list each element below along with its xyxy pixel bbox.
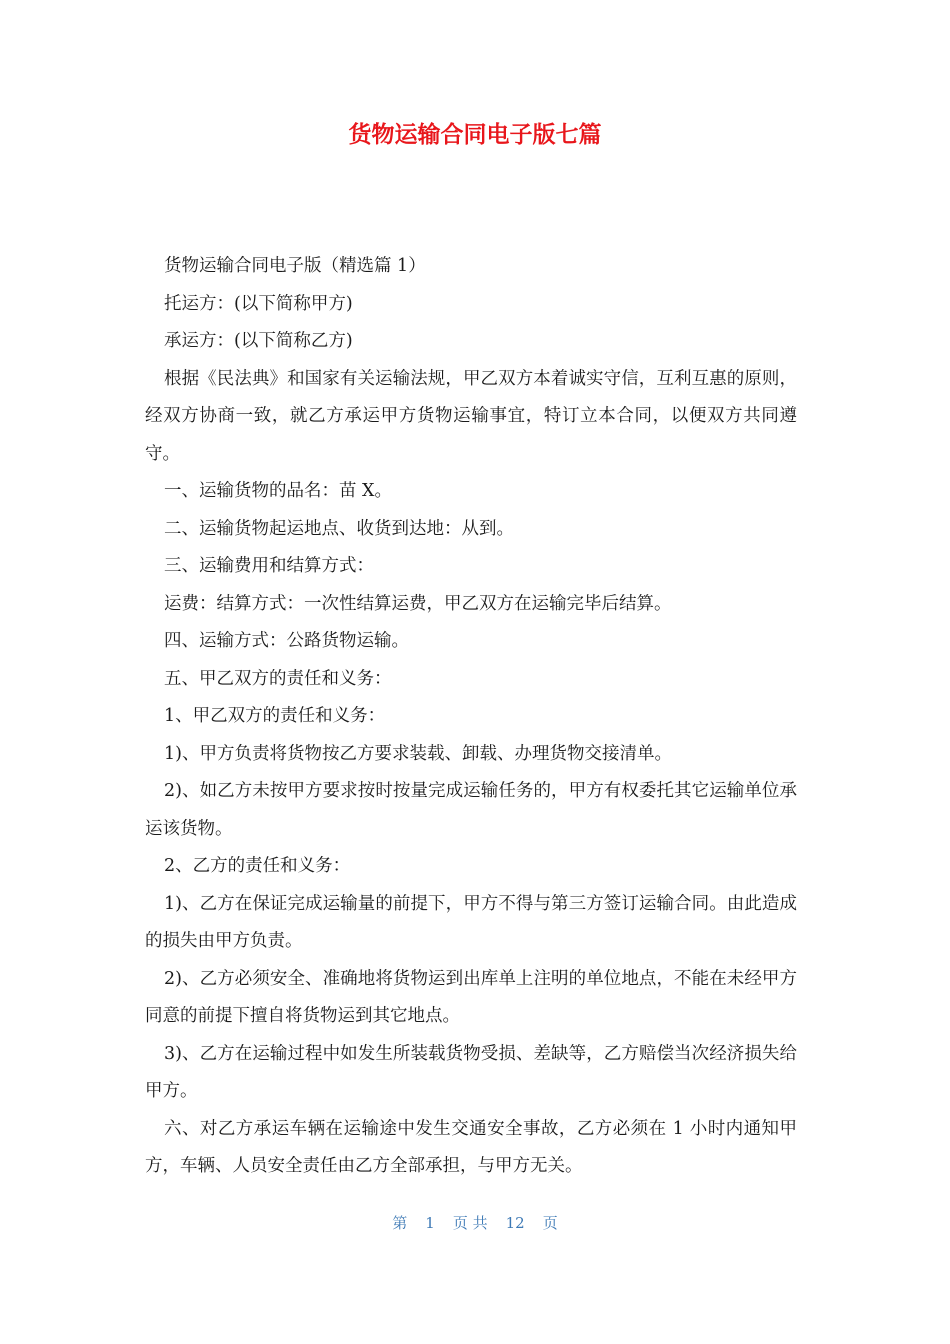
paragraph-clause-2: 二、运输货物起运地点、收货到达地：从到。 (164, 518, 514, 539)
paragraph-clause-5-2-c: 3)、乙方在运输过程中如发生所装载货物受损、差缺等，乙方赔偿当次经济损失给甲方。 (145, 1043, 797, 1101)
paragraph-clause-5-1-a: 1)、甲方负责将货物按乙方要求装载、卸载、办理货物交接清单。 (164, 743, 672, 764)
paragraph-clause-4: 四、运输方式：公路货物运输。 (164, 631, 409, 651)
page-footer (0, 1212, 950, 1233)
paragraph-clause-3: 三、运输费用和结算方式： (164, 556, 374, 576)
paragraph-clause-6: 六、对乙方承运车辆在运输途中发生交通安全事故，乙方必须在 1 小时内通知甲方，车辆、人员安全责任由乙方全部承担，与甲方无关。 (145, 1118, 797, 1176)
paragraph-clause-5-2-b: 2)、乙方必须安全、准确地将货物运到出库单上注明的单位地点，不能在未经甲方同意的前提下擅自将货物运到其它地点。 (145, 968, 797, 1026)
paragraph-clause-5-1-b: 2)、如乙方未按甲方要求按时按量完成运输任务的，甲方有权委托其它运输单位承运该货物。 (145, 781, 797, 839)
paragraph-freight: 运费：结算方式：一次性结算运费，甲乙双方在运输完毕后结算。 (164, 593, 672, 614)
document-body (145, 248, 797, 1186)
paragraph-carrier: 承运方：(以下简称乙方) (164, 331, 353, 351)
paragraph-heading: 货物运输合同电子版（精选篇 1） (164, 256, 426, 276)
paragraph-clause-5-1: 1、甲乙双方的责任和义务： (164, 706, 386, 726)
footer-suffix: 页 (542, 1214, 558, 1232)
paragraph-clause-1: 一、运输货物的品名：苗 X。 (164, 481, 393, 501)
page-title: 货物运输合同电子版七篇 (348, 122, 602, 148)
footer-current-page: 1 (425, 1214, 435, 1232)
footer-prefix: 第 (392, 1214, 408, 1232)
paragraph-clause-5-2: 2、乙方的责任和义务： (164, 856, 351, 876)
paragraph-shipper: 托运方：(以下简称甲方) (164, 293, 353, 314)
footer-total-pages: 12 (505, 1214, 525, 1232)
footer-middle: 页 共 (452, 1214, 488, 1232)
paragraph-clause-5-2-a: 1)、乙方在保证完成运输量的前提下，甲方不得与第三方签订运输合同。由此造成的损失由甲方负责。 (145, 893, 797, 951)
paragraph-clause-5: 五、甲乙双方的责任和义务： (164, 668, 392, 689)
paragraph-preamble: 根据《民法典》和国家有关运输法规，甲乙双方本着诚实守信，互利互惠的原则，经双方协商一致，就乙方承运甲方货物运输事宜，特订立本合同，以便双方共同遵守。 (145, 368, 797, 464)
